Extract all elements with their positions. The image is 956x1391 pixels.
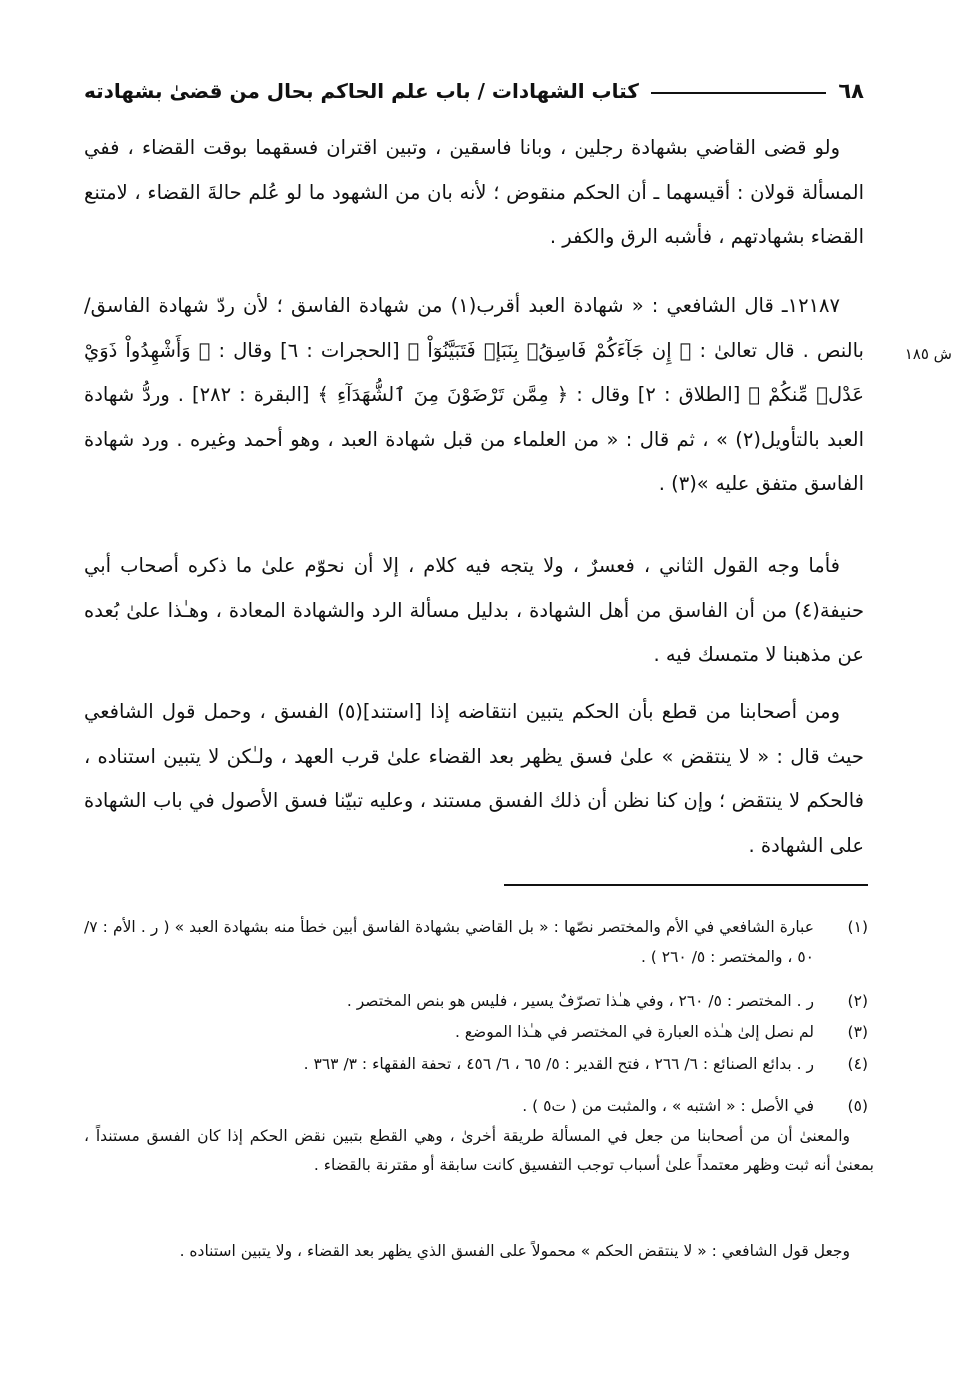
paragraph-2 [84, 284, 864, 507]
footnote-text: ر . بدائع الصنائع : ٦/ ٢٦٦ ، فتح القدير : ٥/ ٦٥ ، ٦/ ٤٥٦ ، تحفة الفقهاء : ٣/ ٣٦٣ . [303, 1055, 814, 1073]
paragraph-text: ولو قضى القاضي بشهادة رجلين ، وبانا فاسقين ، وتبين اقتران فسقهما بوقت القضاء ، ففي المسألة قولان : أقيسهما ـ أن الحكم منقوض ؛ لأنه بان من الشهود ما لو عُلم حالةَ القضاء ، لامتنع القضاء بشهادتهم ، فأشبه الرق والكفر . [84, 136, 864, 248]
header-rule [651, 92, 826, 94]
footnote-number: (٤) [847, 1055, 868, 1073]
margin-reference: ش ١٨٥ [904, 345, 952, 363]
running-header [84, 74, 864, 108]
footnote-text: لم نصل إلىٰ هـٰذه العبارة في المختصر في هـٰذا الموضع . [454, 1023, 814, 1041]
footnote-text: ر . المختصر : ٥/ ٢٦٠ ، وفي هـٰذا تصرّفٌ يسير ، فليس هو بنص المختصر . [346, 992, 814, 1010]
footnote-commentary-2: وجعل قول الشافعي : « لا ينتقض الحكم » محمولاً على الفسق الذي يظهر بعد القضاء ، ولا يتبين استناده . [179, 1242, 850, 1260]
footnote-separator [504, 884, 868, 886]
paragraph-text: فأما وجه القول الثاني ، فعسرٌ ، ولا يتجه فيه كلام ، إلا أن نحوّم علىٰ ما ذكره أصحاب أبي حنيفة(٤) من أن الفاسق من أهل الشهادة ، بدليل مسألة الرد والشهادة المعادة ، وهـٰذا علىٰ بُعده عن مذهبنا لا متمسك فيه . [84, 554, 864, 666]
footnote-2 [84, 986, 870, 1016]
footnote-commentary-1: والمعنىٰ أن من أصحابنا من جعل في المسألة طريقة أخرىٰ ، وهي القطع بتبين نقض الحكم إذا كان الفسق مستنداً ، بمعنىٰ أنه ثبت وظهر معتمداً علىٰ أسباب توجب التفسيق كانت سابقة أو مقترنة بالقضاء . [84, 1127, 874, 1174]
footnote-3 [84, 1017, 870, 1047]
footnote-1 [84, 912, 870, 972]
running-title: كتاب الشهادات / باب علم الحاكم بحال من قضىٰ بشهادته [84, 79, 639, 103]
paragraph-1 [84, 126, 864, 260]
paragraph-4 [84, 690, 864, 868]
footnote-4 [84, 1049, 870, 1079]
footnote-5 [84, 1091, 870, 1121]
footnote-number: (٣) [847, 1023, 868, 1041]
paragraph-text: ومن أصحابنا من قطع بأن الحكم يتبين انتقاضه إذا [استند](٥) الفسق ، وحمل قول الشافعي حيث قال : « لا ينتقض » علىٰ فسق يظهر بعد القضاء علىٰ قرب العهد ، ولـٰكن لا يتبين استناده ، فالحكم لا ينتقض ؛ وإن كنا نظن أن ذلك الفسق مستند ، وعليه تبيّنا فسق الأصول في باب الشهادة على الشهادة . [84, 700, 864, 857]
footnote-text: في الأصل : « اشتبه » ، والمثبت من ( ت٥ ) . [522, 1097, 814, 1115]
footnote-text: عبارة الشافعي في الأم والمختصر نصّها : « بل القاضي بشهادة الفاسق أبين خطأ منه بشهادة العبد » ( ر . الأم : ٧/ ٥٠ ، والمختصر : ٥/ ٢٦٠ ) . [84, 918, 814, 966]
footnote-number: (١) [847, 918, 868, 936]
footnote-number: (٥) [847, 1097, 868, 1115]
page-number: ٦٨ [838, 79, 864, 103]
paragraph-3 [84, 544, 864, 678]
paragraph-text: ١٢١٨٧ـ قال الشافعي : « شهادة العبد أقرب(١) من شهادة الفاسق ؛ لأن ردّ شهادة الفاسق/ بالنص . قال تعالىٰ : ﴿ إِن جَآءَكُمْ فَاسِقُۢ بِنَبَإٖ فَتَبَيَّنُوٓاْ ﴾ [الحجرات : ٦] وقال : ﴿ وَأَشْهِدُواْ ذَوَيْ عَدْلٖ مِّنكُمْ ﴾ [الطلاق : ٢] وقال : ﴿ مِمَّن تَرْضَوْنَ مِنَ ٱلشُّهَدَآءِ ﴾ [البقرة : ٢٨٢] . وردُّ شهادة العبد بالتأويل(٢) » ، ثم قال : « من العلماء من قبل شهادة العبد ، وهو أحمد وغيره . ورد شهادة الفاسق متفق عليه »(٣) . [84, 294, 865, 495]
footnote-number: (٢) [847, 992, 868, 1010]
